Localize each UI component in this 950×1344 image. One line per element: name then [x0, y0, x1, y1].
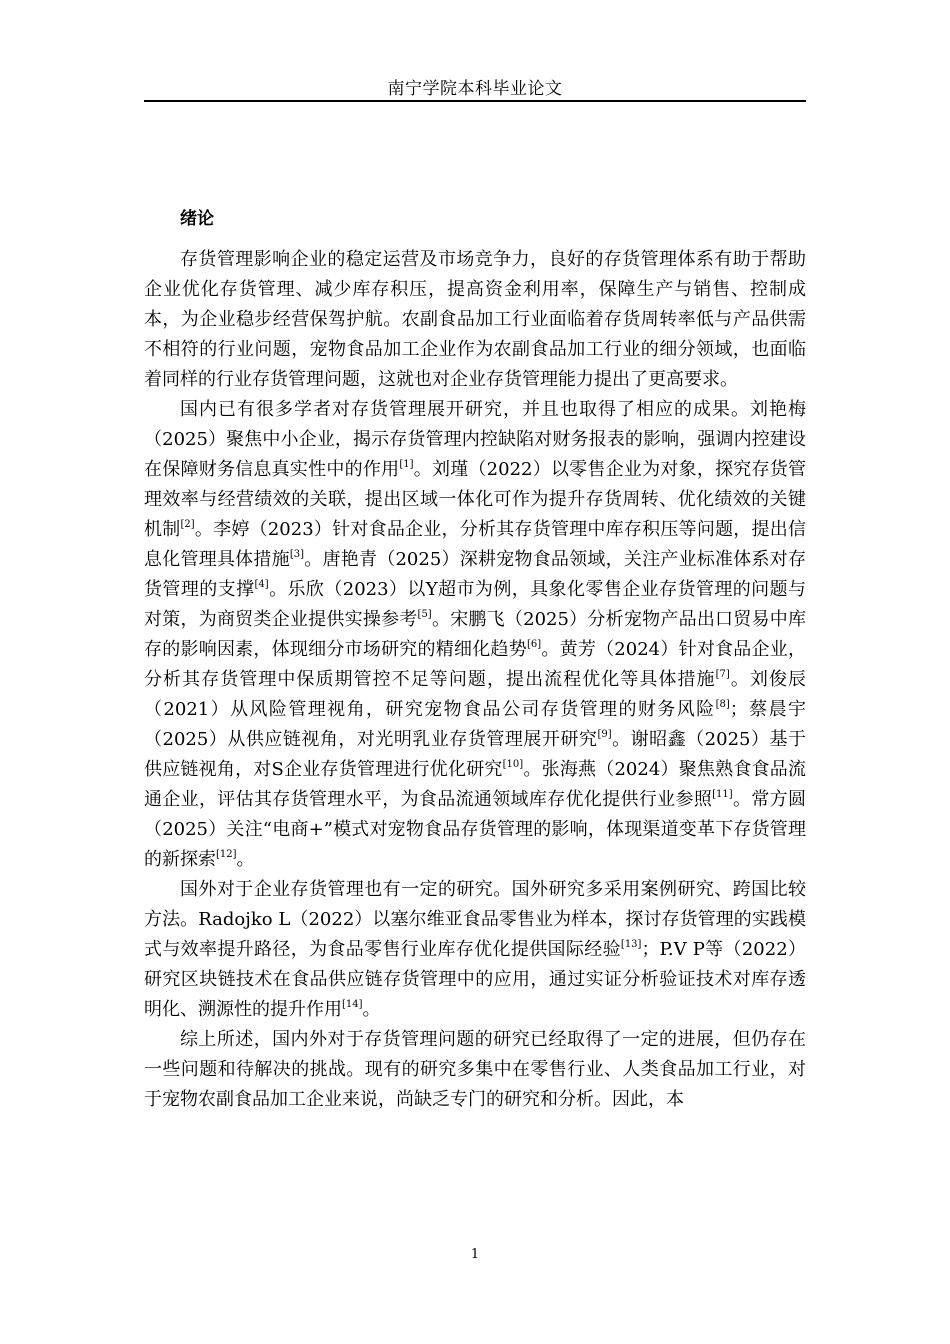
citation-marker: [3] [289, 549, 305, 560]
paragraph-text: 。 [362, 999, 381, 1020]
section-title: 绪论 [180, 209, 214, 229]
citation-marker: [14] [342, 999, 363, 1010]
paragraph-text: 。常方圆（2025）关注“电商+”模式对宠物食品存货管理的影响，体现渠道变革下存货管理的新探索 [144, 789, 806, 870]
citation-marker: [6] [526, 639, 542, 650]
citation-marker: [12] [216, 849, 237, 860]
header-divider [144, 100, 806, 102]
paragraph-text: ；P.V P等（2022）研究区块链技术在食品供应链存货管理中的应用，通过实证分析验证技术对库存透明化、溯源性的提升作用 [144, 939, 806, 1020]
paragraph-text: 。张海燕（2024）聚焦熟食食品流通企业，评估其存货管理水平，为食品流通领域库存优化提供行业参照 [144, 759, 806, 810]
citation-marker: [11] [712, 789, 733, 800]
paragraph-text: 。唐艳青（2025）深耕宠物食品领域，关注产业标准体系对存货管理的支撑 [144, 549, 806, 600]
citation-marker: [10] [502, 759, 524, 770]
citation-marker: [8] [715, 699, 730, 710]
paragraph-text: 。黄芳（2024）针对食品企业，分析其存货管理中保质期管控不足等问题，提出流程优化等具体措施 [144, 639, 806, 690]
paragraph-text: 国内已有很多学者对存货管理展开研究，并且也取得了相应的成果。刘艳梅（2025）聚焦中小企业，揭示存货管理内控缺陷对财务报表的影响，强调内控建设在保障财务信息真实性中的作用 [144, 399, 806, 480]
paragraph-text: 国外对于企业存货管理也有一定的研究。国外研究多采用案例研究、跨国比较方法。Radojko L（2022）以塞尔维亚食品零售业为样本，探讨存货管理的实践模式与效率提升路径，为食品零售行业库存优化提供国际经验 [144, 879, 806, 960]
citation-marker: [2] [180, 519, 195, 530]
citation-marker: [4] [254, 579, 269, 590]
paragraph [144, 875, 806, 1025]
citation-marker: [7] [715, 669, 730, 680]
citation-marker: [1] [399, 459, 414, 470]
paragraph-text: 。李婷（2023）针对食品企业，分析其存货管理中库存积压等问题，提出信息化管理具体措施 [144, 519, 807, 570]
citation-marker: [9] [597, 729, 612, 740]
paragraph [144, 245, 806, 395]
page-header: 南宁学院本科毕业论文 [387, 79, 563, 99]
paragraph [144, 395, 806, 875]
paragraph-text: 。宋鹏飞（2025）分析宠物产品出口贸易中库存的影响因素，体现细分市场研究的精细化趋势 [144, 609, 807, 660]
paragraph-text: 综上所述，国内外对于存货管理问题的研究已经取得了一定的进展，但仍存在一些问题和待解决的挑战。现有的研究多集中在零售行业、人类食品加工行业，对于宠物农副食品加工企业来说，尚缺乏专门的研究和分析。因此，本 [144, 1029, 806, 1110]
paragraph-text: 存货管理影响企业的稳定运营及市场竞争力，良好的存货管理体系有助于帮助企业优化存货管理、减少库存积压，提高资金利用率，保障生产与销售、控制成本，为企业稳步经营保驾护航。农副食品加工行业面临着存货周转率低与产品供需不相符的行业问题，宠物食品加工企业作为农副食品加工行业的细分领域，也面临着同样的行业存货管理问题，这就也对企业存货管理能力提出了更高要求。 [144, 249, 806, 390]
page-number: 1 [470, 1247, 480, 1262]
paragraph [144, 1025, 806, 1115]
paragraph-text: 。 [236, 849, 255, 870]
paragraph-text: 。乐欣（2023）以Y超市为例，具象化零售企业存货管理的问题与对策，为商贸类企业提供实操参考 [144, 579, 806, 630]
body-text [144, 245, 806, 1115]
paragraph-text: ；蔡晨宇（2025）从供应链视角，对光明乳业存货管理展开研究 [144, 699, 806, 750]
paragraph-text: 。刘俊辰（2021）从风险管理视角，研究宠物食品公司存货管理的财务风险 [144, 669, 807, 720]
paragraph-text: 。刘瑾（2022）以零售企业为对象，探究存货管理效率与经营绩效的关联，提出区域一体化可作为提升存货周转、优化绩效的关键机制 [144, 459, 807, 540]
paragraph-text: 。谢昭鑫（2025）基于供应链视角，对S企业存货管理进行优化研究 [144, 729, 806, 780]
citation-marker: [13] [620, 939, 642, 950]
citation-marker: [5] [417, 609, 432, 620]
